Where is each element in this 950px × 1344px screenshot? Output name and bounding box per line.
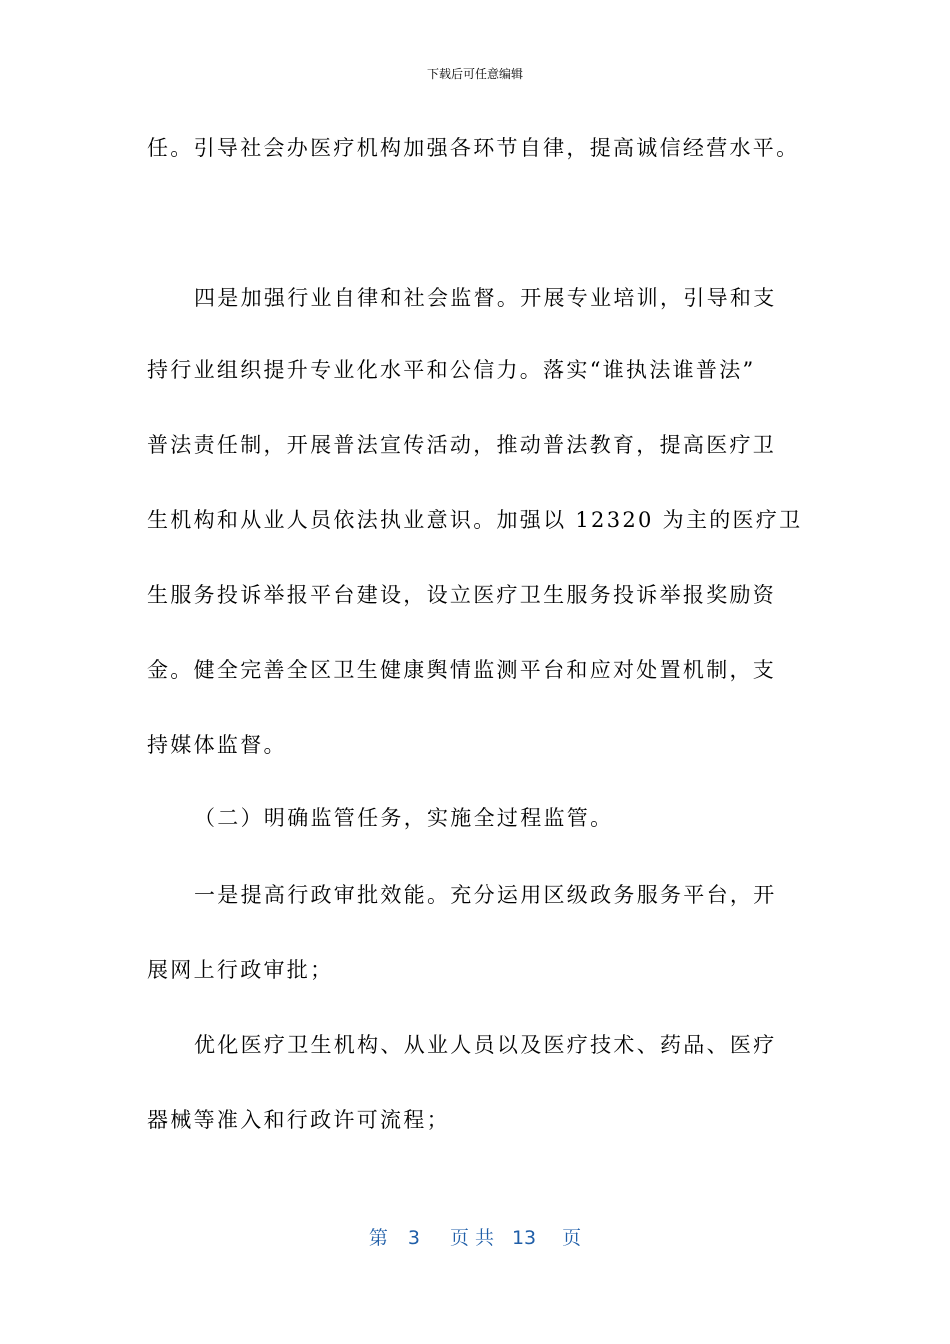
body-line-10: 一是提高行政审批效能。充分运用区级政务服务平台，开 — [194, 883, 777, 907]
body-line-6: 生服务投诉举报平台建设，设立医疗卫生服务投诉举报奖励资 — [147, 583, 777, 607]
footer-total-label: 页共 — [449, 1227, 500, 1249]
body-line-7: 金。健全完善全区卫生健康舆情监测平台和应对处置机制，支 — [147, 658, 777, 682]
footer-total-pages: 13 — [511, 1227, 537, 1249]
page-header: 下载后可任意编辑 — [426, 67, 523, 81]
body-line-2: 四是加强行业自律和社会监督。开展专业培训，引导和支 — [194, 286, 777, 310]
section-heading: （二）明确监管任务，实施全过程监管。 — [194, 806, 614, 830]
page-footer — [0, 1225, 950, 1251]
body-line-3: 持行业组织提升专业化水平和公信力。落实“谁执法谁普法” — [147, 358, 756, 382]
body-line-8: 持媒体监督。 — [147, 733, 287, 757]
body-line-12: 优化医疗卫生机构、从业人员以及医疗技术、药品、医疗 — [194, 1033, 777, 1057]
body-line-5: 生机构和从业人员依法执业意识。加强以 12320 为主的医疗卫 — [147, 508, 803, 532]
footer-page-number: 3 — [407, 1227, 420, 1249]
body-line-1: 任。引导社会办医疗机构加强各环节自律，提高诚信经营水平。 — [147, 136, 800, 160]
footer-page-label: 第 — [368, 1227, 388, 1249]
body-line-4: 普法责任制，开展普法宣传活动，推动普法教育，提高医疗卫 — [147, 433, 777, 457]
footer-page-suffix: 页 — [562, 1227, 582, 1249]
body-line-11: 展网上行政审批； — [147, 958, 334, 982]
body-line-13: 器械等准入和行政许可流程； — [147, 1108, 450, 1132]
